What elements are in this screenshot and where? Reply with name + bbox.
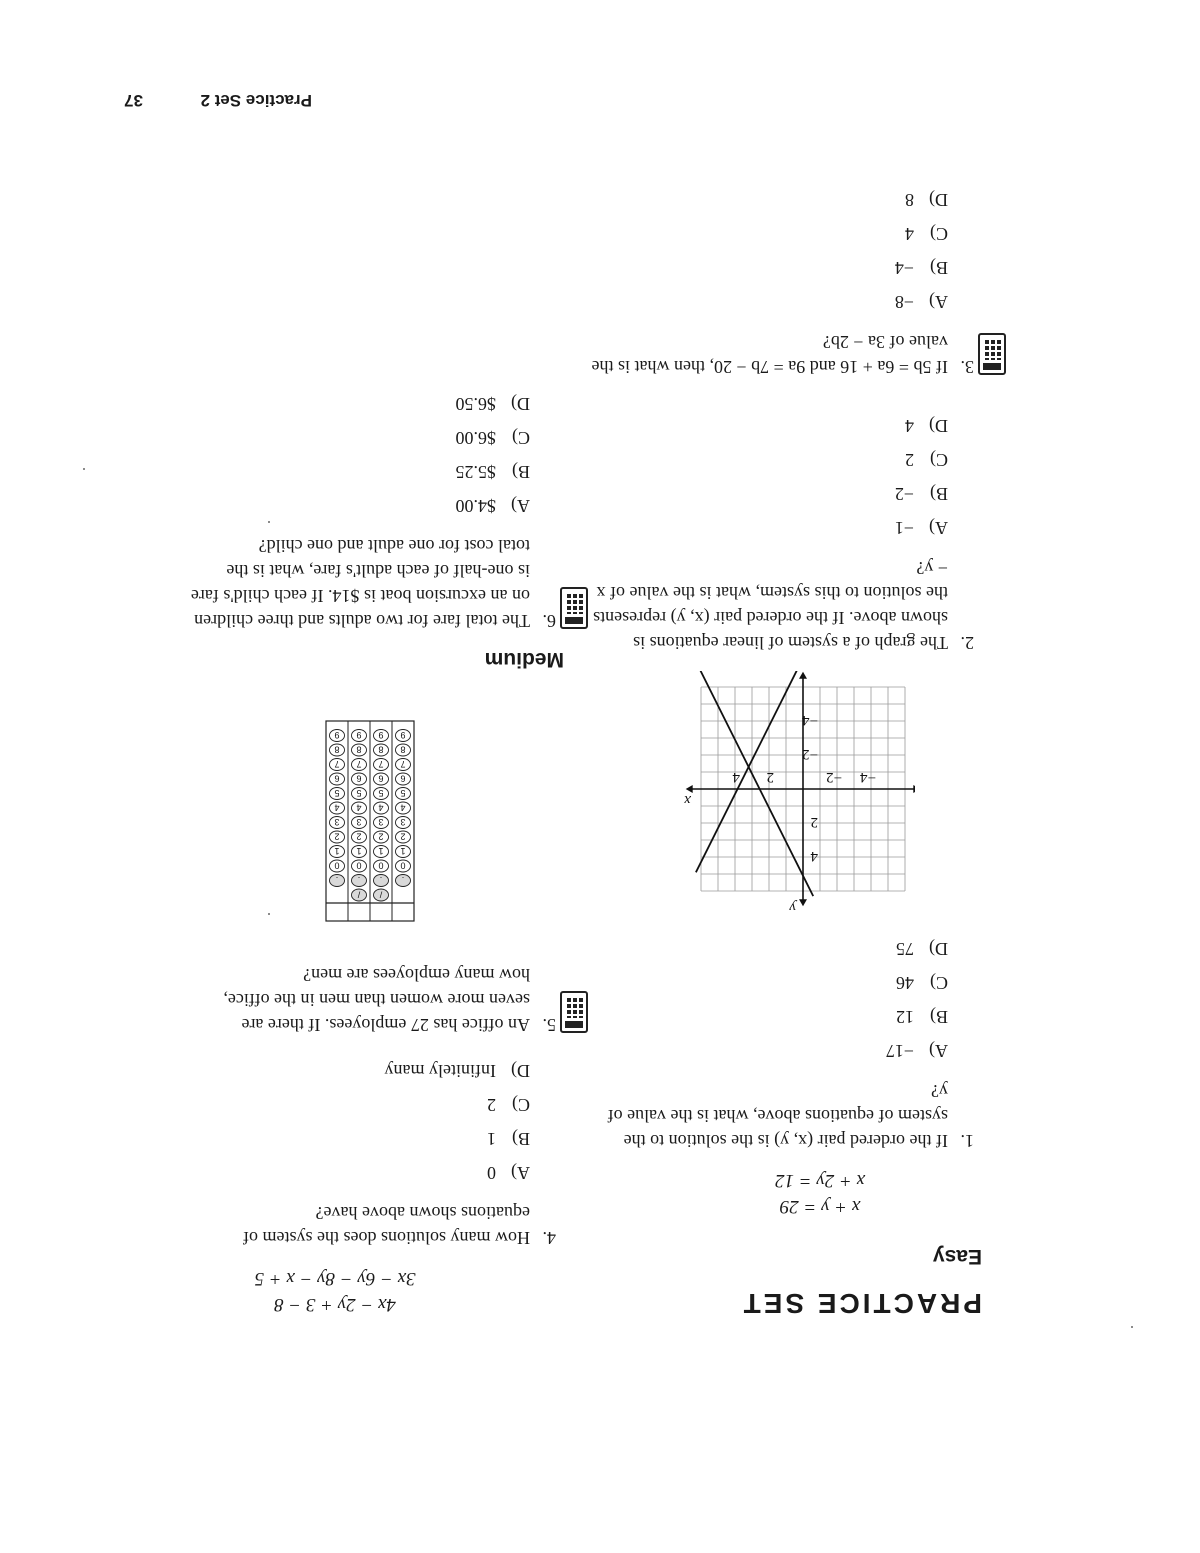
q2-choice-d[interactable]: D)4 [905,416,948,436]
page-number: 37 [124,91,144,110]
q4-choice-c[interactable]: C)2 [487,1095,530,1115]
q1-equation-1: x + y = 29 [779,1196,861,1217]
grid-in-bubble-label: 7 [334,759,340,769]
q3-choice-b[interactable]: B)−4 [894,258,948,278]
y-axis-arrow [799,672,807,679]
grid-in-bubble-label: 2 [378,831,384,842]
series-line-2 [698,671,814,896]
grid-in-bubble-label: 9 [378,730,384,740]
q6-choice-a[interactable]: A)$4.00 [455,496,530,516]
grid-in-bubble-label: 3 [356,817,362,827]
q1-equation-2: x + 2y = 12 [775,1170,866,1191]
question-6 [190,387,556,633]
grid-in-bubble-label: 7 [378,759,384,769]
q4-number: 4. [542,1228,556,1248]
y-axis-arrow [799,899,807,906]
q6-text: The total fare for two adults and three children on an excursion boat is $14. If each child's fare is one-half of each adult's fare, what is the total cost for one adult and one child? [190,536,530,631]
grid-in-bubble-label: 2 [334,831,340,842]
grid-in-bubble-label: 8 [400,744,406,755]
grid-in-bubble-label: 5 [378,788,384,798]
grid-in-bubble-label: 4 [400,802,406,813]
grid-in-bubble-label: 8 [334,744,340,755]
grid-in-bubble-label: 5 [356,788,362,798]
section-heading-medium: Medium [484,648,564,671]
coordinate-graph [675,671,915,911]
x-axis-arrow [913,785,915,793]
scan-speck [1131,1326,1133,1328]
q6-number: 6. [542,611,556,631]
grid-in-bubble-label: 5 [334,788,340,798]
question-2 [588,409,974,655]
calculator-icon [560,991,588,1033]
q2-choice-c[interactable]: C)2 [905,450,948,470]
scan-speck [83,468,85,470]
running-header [124,90,312,110]
q5-text: An office has 27 employees. If there are seven more women than men in the office, how many employees are men? [223,965,530,1035]
question-3 [588,183,974,379]
scan-speck [268,913,270,915]
grid-in-bubble-label: . [357,875,361,885]
question-4 [210,1054,556,1250]
calculator-icon [560,587,588,629]
grid-in-bubble-label: 2 [400,831,406,842]
question-5 [210,962,556,1037]
grid-in-bubble-label: 6 [356,773,362,784]
q4-equation-1: 4x − 2y + 3 − 8 [274,1294,396,1315]
x-tick-label: 2 [766,769,774,785]
q3-text: If 5b = 6a + 16 and 9a = 7b − 20, then what is the value of 3a − 2b? [591,332,948,377]
grid-in-bubble-label: 1 [334,846,340,856]
q3-choice-a[interactable]: A)−8 [894,292,948,312]
q3-number: 3. [960,357,974,377]
grid-in-bubble-label: 1 [400,846,406,856]
x-axis-label: x [684,792,691,808]
q2-number: 2. [960,633,974,653]
grid-in-bubble-label: . [335,875,339,885]
y-axis-label: y [789,898,796,911]
grid-in-bubble-label: 6 [400,773,406,784]
grid-in-bubble-label: 4 [334,802,340,813]
q4-choice-b[interactable]: B)1 [487,1129,530,1149]
grid-in-svg[interactable] [322,715,418,925]
grid-in-bubble-label: 0 [356,860,362,871]
page-title: PRACTICE SET [740,1288,982,1319]
q1-choice-c[interactable]: C)46 [896,973,948,993]
q6-choice-c[interactable]: C)$6.00 [455,428,530,448]
y-tick-label: 2 [810,814,818,830]
q5-number: 5. [542,1015,556,1035]
q6-choices [190,387,530,523]
q4-text: How many solutions does the system of equations shown above have? [243,1203,530,1248]
q1-number: 1. [960,1131,974,1151]
y-tick-label: −4 [802,712,818,728]
grid-in-bubble-label: 4 [378,802,384,813]
q3-choice-d[interactable]: D)8 [905,190,948,210]
grid-in-bubble-label: 9 [400,730,406,740]
q4-choice-a[interactable]: A)0 [487,1163,530,1183]
grid-in-bubble-label: . [401,875,405,885]
grid-in-bubble-label: 6 [334,773,340,784]
x-tick-label: −2 [826,769,842,785]
y-tick-label: −2 [802,746,818,762]
y-tick-label: 4 [810,848,818,864]
q1-text: If the ordered pair (x, y) is the solution to the system of equations above, what is the value of y? [607,1081,948,1151]
grid-in-bubble-label: . [379,875,383,885]
grid-in-bubble-label: 3 [334,817,340,827]
q2-text: The graph of a system of linear equations is shown above. If the ordered pair (x, y) represents the solution to this system, what is the value of x − y? [593,558,948,653]
grid-in-bubble-label: 9 [356,730,362,740]
question-1 [588,932,974,1153]
calculator-icon [978,333,1006,375]
q1-equations [740,1167,900,1219]
grid-in-bubble-label: 9 [334,730,340,740]
q4-equation-2: 3x − 6y − 8y − x + 5 [254,1268,416,1289]
q3-choice-c[interactable]: C)4 [905,224,948,244]
x-tick-label: 4 [732,769,740,785]
grid-in-bubble-label: / [357,889,361,900]
grid-in-bubble-label: 2 [356,831,362,842]
grid-in-bubble-label: 3 [378,817,384,827]
grid-in-bubble-label: 3 [400,817,406,827]
grid-in-bubble-label: / [379,889,383,900]
q6-choice-b[interactable]: B)$5.25 [455,462,530,482]
grid-in-bubble-label: 4 [356,802,362,813]
grid-in-answer-box[interactable] [322,715,418,925]
grid-in-bubble-label: 7 [356,759,362,769]
grid-in-bubble-label: 1 [378,846,384,856]
graph-svg [675,671,915,911]
grid-in-bubble-label: 0 [400,860,406,871]
q1-choice-a[interactable]: A)−17 [885,1041,948,1061]
q2-choice-b[interactable]: B)−2 [894,484,948,504]
grid-in-bubble-label: 8 [356,744,362,755]
q3-choices [588,183,948,319]
grid-in-bubble-label: 0 [378,860,384,871]
running-header-title: Practice Set 2 [200,91,312,110]
q2-choice-a[interactable]: A)−1 [894,518,948,538]
grid-in-bubble-label: 8 [378,744,384,755]
grid-in-bubble-label: 5 [400,788,406,798]
q6-choice-d[interactable]: D)$6.50 [455,394,530,414]
scan-speck [268,521,270,523]
q4-choice-d[interactable]: D)Infinitely many [384,1061,530,1081]
q1-choices [588,932,948,1068]
q4-choices [210,1054,530,1190]
q1-choice-b[interactable]: B)12 [896,1007,948,1027]
grid-in-bubble-label: 0 [334,860,340,871]
q4-equations [205,1265,465,1317]
grid-in-bubble-label: 7 [400,759,406,769]
grid-in-bubble-label: 1 [356,846,362,856]
q1-choice-d[interactable]: D)75 [896,939,948,959]
x-tick-label: −4 [860,769,876,785]
grid-in-bubble-label: 6 [378,773,384,784]
section-heading-easy: Easy [932,1245,982,1268]
q2-choices [588,409,948,545]
